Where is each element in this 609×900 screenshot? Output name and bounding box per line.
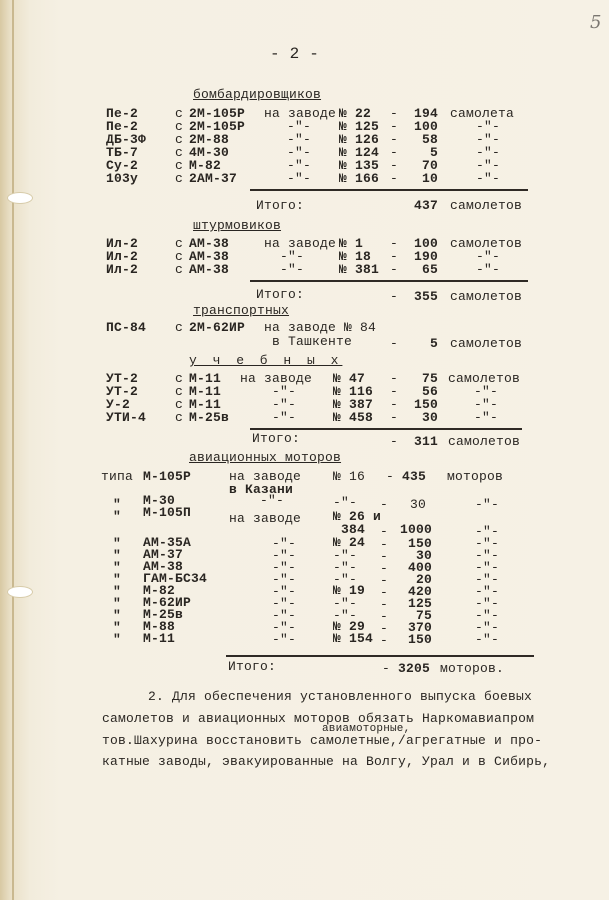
binding-hole (8, 193, 32, 203)
binding-hole (8, 587, 32, 597)
section-heading-attack: штурмовиков (193, 218, 282, 233)
total-rule (250, 428, 522, 430)
handwritten-insertion: авиамоторные, (322, 723, 411, 735)
section-heading-bombers: бомбардировщиков (193, 87, 322, 102)
total-rule (226, 655, 534, 657)
document-page: 5 - 2 - бомбардировщиков Пе-2 с 2М-105Р на заводе № 22 - 194 самолета Пе-2 с 2М-105Р -"- № 125 - 100 -"- ДБ-3Ф с 2М-88 -"- № 126 - 58 -"- ТБ-7 с 4М-30 -"- № 124 - 5 -"- Су-2 с М-82 -"- № 135 - 70 -"- 103у с 2АМ-37 -"- № 166 - 10 -"- Итого: 437 самолетов штурмовиков Ил-2 с АМ-38 на заводе № 1 - 100 самолетов Ил-2 с АМ-38 -"- № 18 - 190 -"- Ил-2 с АМ-38 -"- № 381 - 65 -"- Итого: - 355 самолетов транспортных ПС-84 с 2М-62ИР на заводе № 84 в Ташкенте - 5 самолетов у ч е б н ы х УТ-2 с М-11 на заводе № 47 - 75 самолетов УТ-2 с М-11 -"- № 116 - 56 -"- У-2 с М-11 -"- № 387 - 150 -"- УТИ-4 с М-25в -"- № 458 - 30 -"- Итого: - 311 самолетов авиационных моторов типа М-105Р на заводе в Казани № 16 - 435 моторов " М-30 -"- -"- - 30 -"- " М-105П на заводе № 26 и 384 - 1000 -"- " АМ-35А -"- № 24 - 150 -"- " АМ-37 -"- -"- - 30 -"- " АМ-38 -"- -"- - 400 -"- " ГАМ-БС34 -"- -"- - 20 -"- " М-82 -"- № 19 - 420 -"- " М-62ИР -"- -"- - 125 -"- " М-25в -"- -"- - 75 -"- " М-88 -"- № 29 - 370 -"- " М-11 -"- № 154 - 150 -"- Итого: - 3205 моторов. 2. Для обеспечения установленного выпуска боевых самолетов и авиационных моторов обязать Наркомавиапром авиамоторные, тов.Шахурина восстановить самолетные,/агрегатные и про- катные заводы, эвакуированные на Волгу, Урал и в Сибирь, (0, 0, 609, 900)
total-rule (250, 189, 528, 191)
archive-sheet-number: 5 (590, 12, 602, 33)
section-heading-transport: транспортных (193, 303, 290, 318)
binding-edge (12, 0, 14, 900)
section-heading-engines: авиационных моторов (189, 450, 342, 465)
page-number: - 2 - (270, 45, 320, 63)
total-rule (250, 280, 528, 282)
section-heading-training: у ч е б н ы х (189, 353, 343, 368)
